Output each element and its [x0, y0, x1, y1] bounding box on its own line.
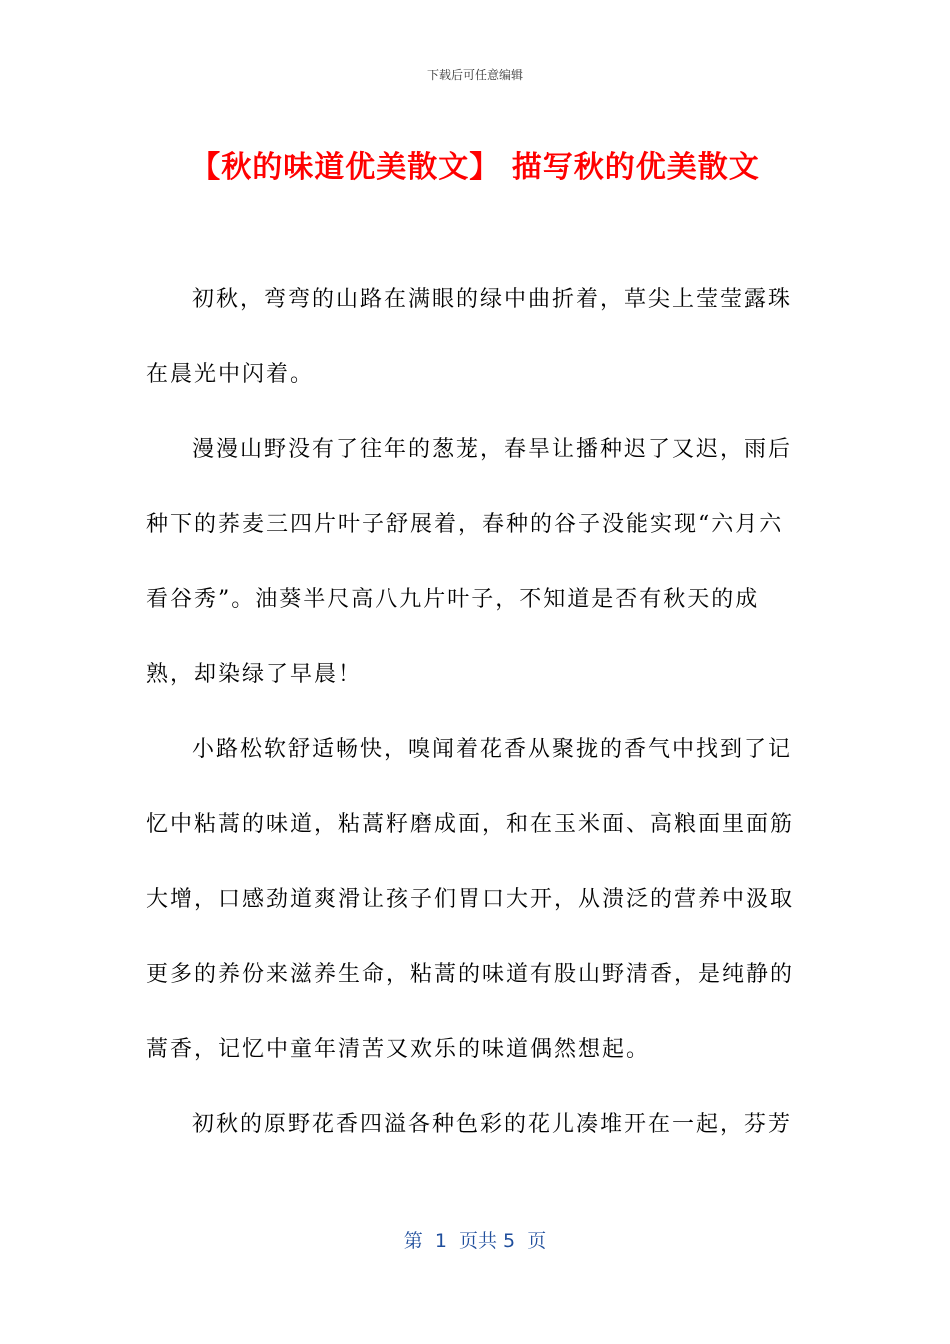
paragraph: 初秋，弯弯的山路在满眼的绿中曲折着，草尖上莹莹露珠在晨光中闪着。 — [146, 287, 793, 387]
paragraph: 初秋的原野花香四溢各种色彩的花儿凑堆开在一起，芬芳 — [192, 1112, 793, 1137]
header-note: 下载后可任意编辑 — [426, 68, 523, 82]
document-body — [146, 262, 804, 1162]
document-title: 【秋的味道优美散文】 描写秋的优美散文 — [190, 150, 760, 185]
paragraph: 小路松软舒适畅快，嗅闻着花香从聚拢的香气中找到了记忆中粘蒿的味道，粘蒿籽磨成面，和在玉米面、高粮面里面筋大增，口感劲道爽滑让孩子们胃口大开，从溃泛的营养中汲取更多的养份来滋养生命，粘蒿的味道有股山野清香，是纯静的蒿香，记忆中童年清苦又欢乐的味道偶然想起。 — [146, 737, 795, 1062]
page-number: 第 1 页共 5 页 — [403, 1230, 547, 1252]
paragraph: 漫漫山野没有了往年的葱茏，春旱让播种迟了又迟，雨后种下的荞麦三四片叶子舒展着，春种的谷子没能实现“六月六看谷秀”。油葵半尺高八九片叶子，不知道是否有秋天的成熟，却染绿了早晨！ — [146, 437, 793, 687]
